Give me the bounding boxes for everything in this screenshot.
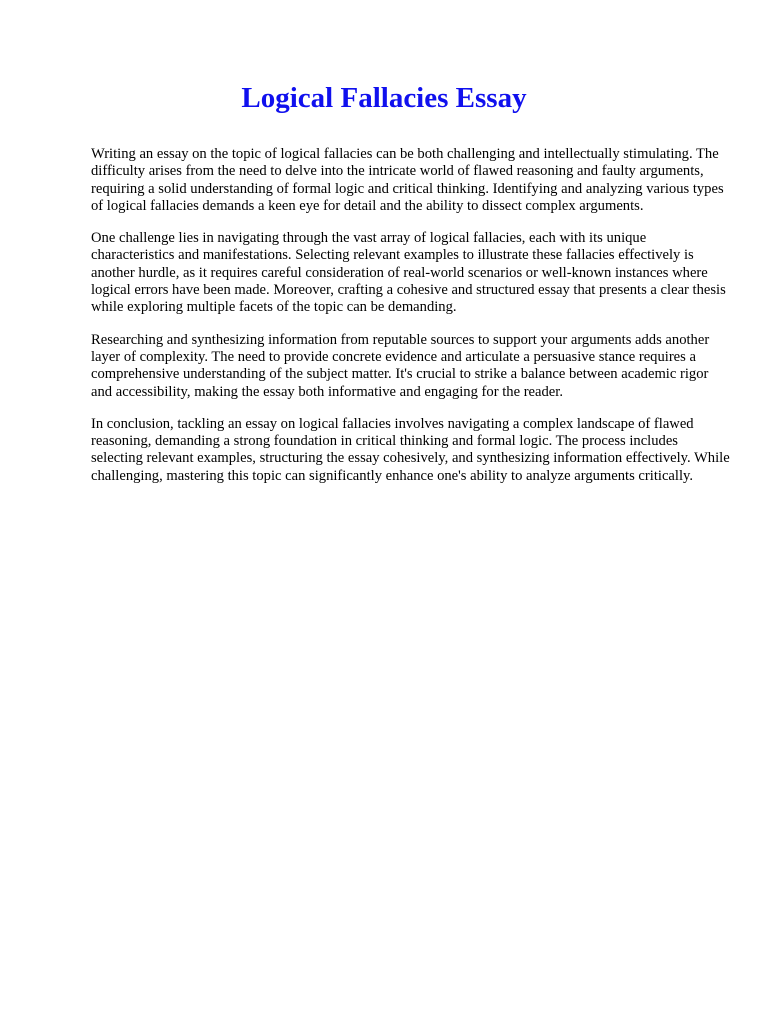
paragraph-2: One challenge lies in navigating through the vast array of logical fallacies, each with its unique characteristics and manifestations. Selecting relevant examples to illustrate these fallacies effectively is another hurdle, as it requires careful consideration of real-world scenarios or well-known instances where logical errors have been made. Moreover, crafting a cohesive and structured essay that presents a clear thesis while exploring multiple facets of the topic can be demanding. xyxy=(91,230,726,316)
document-title: Logical Fallacies Essay xyxy=(241,82,527,114)
document-body xyxy=(91,146,731,500)
paragraph-3: Researching and synthesizing information from reputable sources to support your arguments adds another layer of complexity. The need to provide concrete evidence and articulate a persuasive stance requires a comprehensive understanding of the subject matter. It's crucial to strike a balance between academic rigor and accessibility, making the essay both informative and engaging for the reader. xyxy=(91,331,710,400)
paragraph-1: Writing an essay on the topic of logical fallacies can be both challenging and intellectually stimulating. The difficulty arises from the need to delve into the intricate world of flawed reasoning and faulty arguments, requiring a solid understanding of formal logic and critical thinking. Identifying and analyzing various types of logical fallacies demands a keen eye for detail and the ability to dissect complex arguments. xyxy=(91,146,724,214)
paragraph-4: In conclusion, tackling an essay on logical fallacies involves navigating a complex landscape of flawed reasoning, demanding a strong foundation in critical thinking and formal logic. The process includes selecting relevant examples, structuring the essay cohesively, and synthesizing information effectively. While challenging, mastering this topic can significantly enhance one's ability to analyze arguments critically. xyxy=(91,415,730,484)
